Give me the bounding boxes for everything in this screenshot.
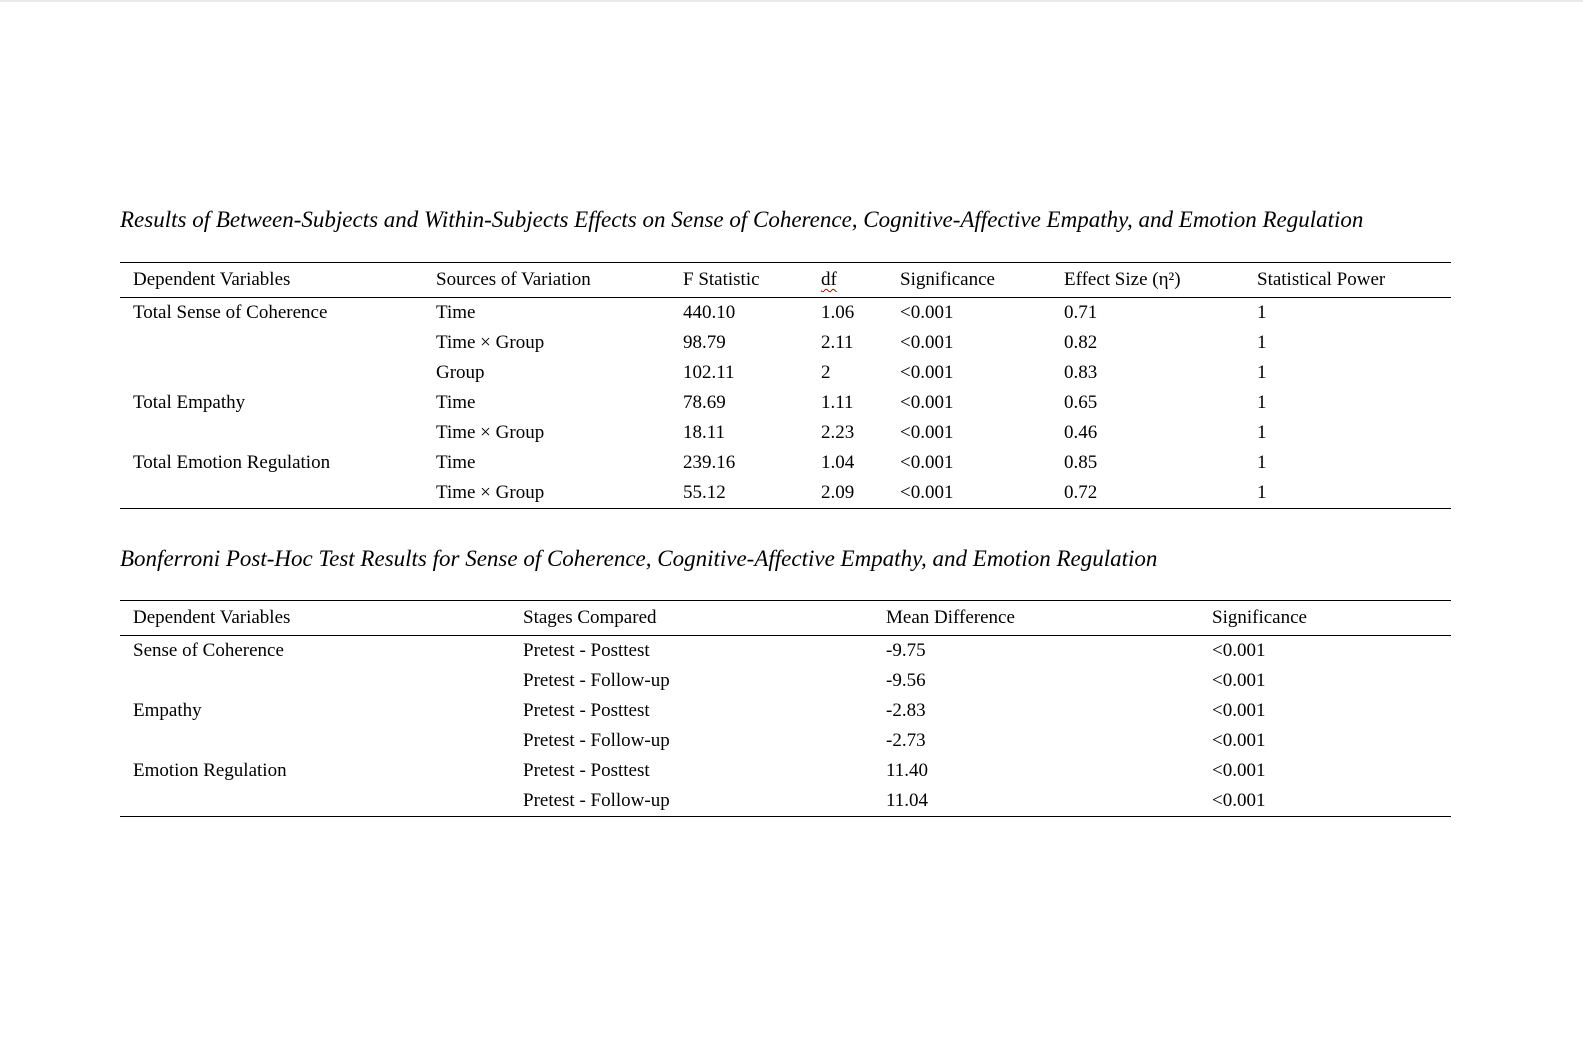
table-header-row (120, 263, 1451, 298)
table-cell (120, 786, 510, 817)
table-cell: 1 (1257, 332, 1267, 353)
table-cell: 1 (1257, 452, 1267, 473)
table-cell: <0.001 (1212, 700, 1266, 721)
table-cell: Group (436, 362, 485, 383)
table-row (120, 756, 1451, 786)
table-cell: -9.75 (886, 640, 926, 661)
table-cell: Pretest - Follow-up (523, 730, 670, 751)
table-cell: 0.83 (1064, 362, 1098, 383)
table-cell: Pretest - Posttest (523, 700, 650, 721)
table-cell: <0.001 (900, 332, 954, 353)
table-cell: Total Sense of Coherence (133, 302, 328, 323)
df-header-text: df (821, 269, 837, 290)
table-cell: <0.001 (1212, 640, 1266, 661)
table-cell: 440.10 (683, 302, 736, 323)
table-cell: 2.11 (821, 332, 854, 353)
col-header: Dependent Variables (120, 263, 423, 298)
table2-caption: Bonferroni Post-Hoc Test Results for Sense of Coherence, Cognitive-Affective Empathy, and Emotion Regulation (120, 546, 1158, 571)
table-cell: Pretest - Posttest (523, 760, 650, 781)
table-cell (120, 666, 510, 696)
table-cell: 0.82 (1064, 332, 1098, 353)
table-cell: -2.73 (886, 730, 926, 751)
table-cell: 0.46 (1064, 422, 1098, 443)
col-header: Sources of Variation (423, 263, 670, 298)
table-cell: 1.11 (821, 392, 854, 413)
table-row (120, 298, 1451, 329)
table-row (120, 786, 1451, 817)
col-header: Stages Compared (510, 601, 873, 636)
table-cell: Pretest - Follow-up (523, 670, 670, 691)
table-cell: 78.69 (683, 392, 726, 413)
table-cell: -2.83 (886, 700, 926, 721)
col-header: Effect Size (η²) (1051, 263, 1244, 298)
table-row (120, 328, 1451, 358)
table-cell: 18.11 (683, 422, 726, 443)
table-cell: Sense of Coherence (133, 640, 284, 661)
table-cell: <0.001 (900, 302, 954, 323)
table-cell: 0.71 (1064, 302, 1098, 323)
table-cell: <0.001 (900, 452, 954, 473)
table-cell: Total Empathy (133, 392, 246, 413)
table-cell: <0.001 (900, 422, 954, 443)
table-cell: Time (436, 452, 476, 473)
table-cell: 1 (1257, 422, 1267, 443)
table-header-row (120, 601, 1451, 636)
table-cell: Total Emotion Regulation (133, 452, 331, 473)
table-cell (120, 478, 423, 509)
table-cell: 11.04 (873, 786, 1199, 817)
col-header: Statistical Power (1244, 263, 1451, 298)
posthoc-table (120, 600, 1451, 817)
table-cell: Time × Group (436, 332, 545, 353)
table1-caption: Results of Between-Subjects and Within-Subjects Effects on Sense of Coherence, Cognitive-Affective Empathy, and Emotion Regulation (120, 207, 1364, 232)
col-header: Significance (887, 263, 1051, 298)
table-cell: Time (436, 302, 476, 323)
table-cell: Time (436, 392, 476, 413)
table-cell: 102.11 (683, 362, 735, 383)
table-cell: <0.001 (900, 392, 954, 413)
table-cell: 55.12 (670, 478, 808, 509)
table-cell: <0.001 (900, 362, 954, 383)
table-row (120, 666, 1451, 696)
table-cell: 2.09 (808, 478, 887, 509)
table-cell: 1 (1257, 302, 1267, 323)
table-cell: 0.72 (1051, 478, 1244, 509)
table-cell: Pretest - Posttest (523, 640, 650, 661)
table-cell: <0.001 (1212, 670, 1266, 691)
table-cell (120, 418, 423, 448)
table-cell: 1.04 (821, 452, 855, 473)
table-row (120, 636, 1451, 667)
table-cell: Time × Group (423, 478, 670, 509)
table-cell: 98.79 (683, 332, 726, 353)
table-cell: 1 (1244, 478, 1451, 509)
table-cell: 0.85 (1064, 452, 1098, 473)
effects-table (120, 262, 1451, 509)
table-cell: Pretest - Follow-up (510, 786, 873, 817)
col-header: Significance (1199, 601, 1451, 636)
col-header: F Statistic (670, 263, 808, 298)
col-header: Dependent Variables (120, 601, 510, 636)
table-cell: 0.65 (1064, 392, 1098, 413)
table-cell: 1.06 (821, 302, 855, 323)
table-cell: -9.56 (886, 670, 926, 691)
table-cell: Empathy (133, 700, 202, 721)
table-row (120, 478, 1451, 509)
table-cell (120, 358, 423, 388)
table-row (120, 418, 1451, 448)
table-row (120, 726, 1451, 756)
table-cell: <0.001 (887, 478, 1051, 509)
col-header (808, 263, 887, 298)
col-header: Mean Difference (873, 601, 1199, 636)
table-cell: <0.001 (1199, 786, 1451, 817)
table-cell: 2.23 (821, 422, 855, 443)
table-cell: 11.40 (886, 760, 929, 781)
table-cell (120, 726, 510, 756)
table-row (120, 696, 1451, 726)
table-cell: <0.001 (1212, 730, 1266, 751)
table-row (120, 388, 1451, 418)
table-cell: Emotion Regulation (133, 760, 287, 781)
table-row (120, 448, 1451, 478)
table-cell: <0.001 (1212, 760, 1266, 781)
table-row (120, 358, 1451, 388)
table-cell: Time × Group (436, 422, 545, 443)
table-cell: 239.16 (683, 452, 736, 473)
table-cell: 1 (1257, 392, 1267, 413)
table-cell (120, 328, 423, 358)
table-cell: 2 (821, 362, 831, 383)
page-top-edge (0, 0, 1583, 2)
table-cell: 1 (1257, 362, 1267, 383)
